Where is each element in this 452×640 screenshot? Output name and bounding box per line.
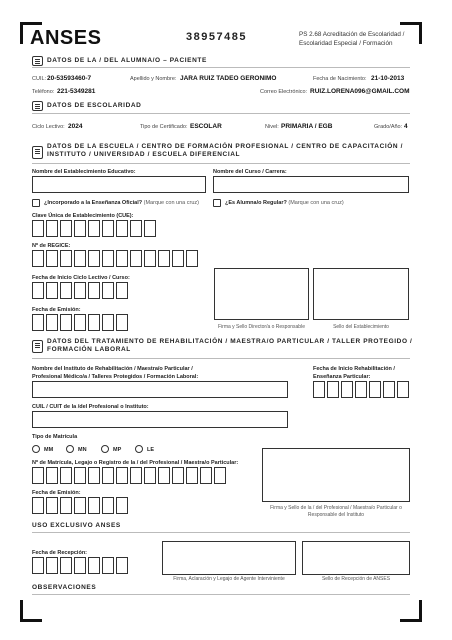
grado-label: Grado/Año: [374, 124, 403, 130]
certificado-value: ESCOLAR [190, 123, 222, 130]
emision-rehab-label: Fecha de Emisión: [32, 490, 81, 496]
matricula-radio-mp[interactable] [101, 445, 109, 453]
oficial-label: ¿Incorporado a la Enseñanza Oficial? (Marque con una cruz) [44, 200, 199, 206]
matricula-option-mp: MP [113, 447, 122, 453]
section-title-rehabilitacion: DATOS DEL TRATAMIENTO DE REHABILITACIÓN / MAESTRA/O PARTICULAR / TALLER PROTEGIDO / FORMACIÓN LABORAL [47, 338, 413, 353]
section-title-alumno: DATOS DE LA / DEL ALUMNA/O – PACIENTE [47, 57, 207, 64]
sello-recepcion-box[interactable] [302, 541, 410, 575]
matricula-option-mm: MM [44, 447, 54, 453]
nacimiento-label: Fecha de Nacimiento: [313, 76, 367, 82]
sello-establecimiento-box[interactable] [313, 268, 409, 320]
nivel-label: Nivel: [265, 124, 279, 130]
cuit-label: CUIL / CUIT de la /del Profesional o Instituto: [32, 404, 149, 410]
divider [32, 67, 410, 68]
divider [32, 532, 410, 533]
firma-profesional-caption: Firma y Sello de la / del Profesional / Maestra/o Particular o Responsable del Instituto [270, 505, 402, 518]
cuil-value: 20-53593460-7 [47, 75, 92, 82]
recepcion-label: Fecha de Recepción: [32, 550, 88, 556]
sello-recepcion-caption: Sello de Recepción de ANSES [321, 576, 391, 582]
anses-logo: ANSES [30, 27, 102, 49]
ciclo-value: 2024 [68, 123, 83, 130]
nivel-value: PRIMARIA / EGB [281, 123, 333, 130]
nombre-value: JARA RUIZ TADEO GERONIMO [180, 75, 277, 82]
divider [32, 113, 410, 114]
corner-mark-bottom-right [400, 600, 422, 622]
corner-mark-bottom-left [20, 600, 42, 622]
regular-checkbox[interactable] [213, 199, 221, 207]
matricula-radio-mm[interactable] [32, 445, 40, 453]
inicio-rehab-field[interactable] [313, 381, 411, 398]
building-section-icon [32, 146, 43, 159]
firma-director-caption: Firma y Sello Director/a o Responsable [218, 324, 305, 330]
document-type: PS 2.68 Acreditación de Escolaridad / Escolaridad Especial / Formación [299, 31, 405, 47]
inicio-rehab-label: Fecha de Inicio Rehabilitación / Enseñanza Particular: [313, 366, 395, 380]
instituto-label: Nombre del Instituto de Rehabilitación / Maestra/o Particular / Profesional Médico/a / Talleres Protegidos / Formación Laboral: [32, 366, 199, 380]
establecimiento-label: Nombre del Establecimiento Educativo: [32, 169, 136, 175]
regice-label: Nº de REGICE: [32, 243, 71, 249]
regice-field[interactable] [32, 250, 200, 267]
form-number: 38957485 [186, 31, 247, 43]
instituto-field[interactable] [32, 381, 288, 398]
divider [32, 358, 410, 359]
firma-agente-caption: Firma, Aclaración y Legajo de Agente Interviniente [173, 576, 285, 582]
matricula-option-le: LE [147, 447, 155, 453]
telefono-value: 221-5349281 [57, 88, 96, 95]
rehab-section-icon [32, 340, 43, 353]
cue-field[interactable] [32, 220, 158, 237]
divider [32, 594, 410, 595]
emision-rehab-field[interactable] [32, 497, 130, 514]
matricula-label: Tipo de Matrícula [32, 434, 78, 440]
firma-profesional-box[interactable] [262, 448, 410, 502]
email-label: Correo Electrónico: [260, 89, 308, 95]
section-title-anses: USO EXCLUSIVO ANSES [32, 522, 121, 529]
cuit-field[interactable] [32, 411, 288, 428]
recepcion-field[interactable] [32, 557, 130, 574]
form-section-icon [32, 56, 43, 66]
emision-field[interactable] [32, 314, 130, 331]
inicio-ciclo-label: Fecha de Inicio Ciclo Lectivo / Curso: [32, 275, 130, 281]
sello-establecimiento-caption: Sello del Establecimiento [333, 324, 389, 330]
matricula-radio-le[interactable] [135, 445, 143, 453]
section-title-escolaridad: DATOS DE ESCOLARIDAD [47, 102, 142, 109]
numero-matricula-label: Nº de Matrícula, Legajo o Registro de la / del Profesional / Maestra/o Particular: [32, 460, 239, 466]
telefono-label: Teléfono: [32, 89, 55, 95]
curso-field[interactable] [213, 176, 409, 193]
curso-label: Nombre del Curso / Carrera: [213, 169, 287, 175]
oficial-checkbox[interactable] [32, 199, 40, 207]
grado-value: 4 [404, 123, 408, 130]
cuil-label: CUIL: [32, 76, 47, 82]
section-title-escuela: DATOS DE LA ESCUELA / CENTRO DE FORMACIÓN PROFESIONAL / CENTRO DE CAPACITACIÓN / INSTITUTO / UNIVERSIDAD / ESCUELA DIFERENCIAL [47, 143, 404, 158]
firma-director-box[interactable] [214, 268, 309, 320]
matricula-radio-mn[interactable] [66, 445, 74, 453]
school-section-icon [32, 101, 43, 111]
establecimiento-field[interactable] [32, 176, 206, 193]
section-title-observaciones: OBSERVACIONES [32, 584, 97, 591]
cue-label: Clave Única de Establecimiento (CUE): [32, 213, 134, 219]
nombre-label: Apellido y Nombre: [130, 76, 177, 82]
email-value: RUIZ.LORENA096@GMAIL.COM [310, 88, 410, 95]
regular-label: ¿Es Alumna/o Regular? (Marque con una cruz) [225, 200, 344, 206]
numero-matricula-field[interactable] [32, 467, 228, 484]
firma-agente-box[interactable] [162, 541, 296, 575]
matricula-option-mn: MN [78, 447, 87, 453]
ciclo-label: Ciclo Lectivo: [32, 124, 65, 130]
inicio-ciclo-field[interactable] [32, 282, 130, 299]
divider [32, 163, 410, 164]
emision-label: Fecha de Emisión: [32, 307, 81, 313]
certificado-label: Tipo de Certificado: [140, 124, 188, 130]
nacimiento-value: 21-10-2013 [371, 75, 405, 82]
